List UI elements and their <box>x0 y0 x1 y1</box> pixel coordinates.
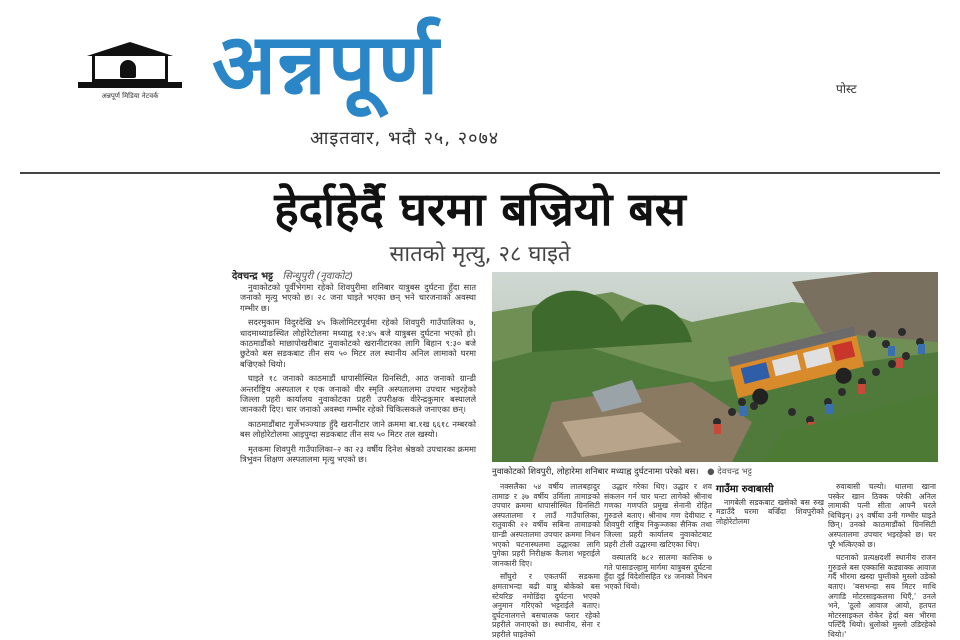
dateline: आइतवार, भदौ २५, २०७४ <box>310 128 500 149</box>
photo-caption <box>492 466 938 477</box>
paragraph: मृतकमा शिवपुरी गाउँपालिका–२ का २३ वर्षीय दिनेश श्रेष्ठको उपचारका क्रममा त्रिभुवन शिक्षण अस्पतालमा मृत्यु भएको छ। <box>240 443 476 465</box>
divider <box>20 172 940 174</box>
accident-photo <box>492 272 938 462</box>
byline <box>232 268 353 282</box>
subheadline: सातको मृत्यु, २८ घाइते <box>389 242 571 267</box>
byline-location: सिन्धुपुरी (नुवाकोट) <box>282 271 354 282</box>
article-column-5 <box>828 482 936 639</box>
logo-tagline: अन्नपूर्ण मिडिया नेटवर्क <box>101 92 159 100</box>
paragraph: नागबेली सडकबाट खसेको बस रुख मडाउँदै घरमा बज्रिँदा शिवपुरीको लोहोरेटोलमा <box>716 497 824 526</box>
article-column-4 <box>716 482 824 632</box>
headline: हेर्दाहेर्दै घरमा बज्रियो बस <box>274 182 686 236</box>
caption-text: नुवाकोटको शिवपुरी, लोहारेमा शनिबार मध्याह्न दुर्घटनामा परेको बस। <box>492 467 699 477</box>
byline-name: देवचन्द्र भट्ट <box>232 271 274 282</box>
article-column-1 <box>240 282 476 636</box>
paragraph: वस्यालदि ७८२ सालमा कात्तिक ७ गते पासाङल्हामु मार्गमा यात्रुबस दुर्घटना हुँदा दुई विदेशीसहित १४ जनाको निधन भएको थियो। <box>604 553 712 591</box>
photo-credit: ● देवचन्द्र भट्ट <box>707 467 752 477</box>
temple-logo <box>70 42 190 102</box>
paper-suffix: पोस्ट <box>836 82 857 96</box>
section-heading: गाउँमा रुवाबासी <box>716 484 774 495</box>
article-lower-columns <box>492 482 938 639</box>
paragraph: सदरमुकाम विदुरदेखि ४५ किलोमिटरपूर्वमा रहेको शिवपुरी गाउँपालिका ७, धादमाथ्याङस्थित लोहोरेटोलमा मध्याह्न १२:४५ बजे यात्रुबस दुर्घटना भएको हो। काठमाडौंको माछापोखरीबाट नुवाकोटको खरानीटारका लागि बिहान ९:३० बजे छुटेको बस सडकबाट तीन सय ५० मिटर तल स्थानीय अनिल लामाको घरमा बज्रिएको थियो। <box>240 317 476 369</box>
paragraph: उद्धार गरेका थिए। उद्धार र शव संकलन गर्न चार घन्टा लागेको श्रीनाथ गणका गणपति प्रमुख सेनानी रोहित गुरुङले बताए। श्रीनाथ गण देवीघाट र शिवपुरी राष्ट्रिय निकुञ्जका सैनिक तथा जिल्ला प्रहरी कार्यालय नुवाकोटबाट प्रहरी टोली उद्धारमा खटिएका थिए। <box>604 482 712 549</box>
paragraph: घटनाको प्रत्यक्षदर्शी स्थानीय राजन गुरुङले बस एक्कासि कड्याक्क आवाज गर्दै भीरमा खस्दा घुम्तीको मुस्लो उडेको बताए। 'बसभन्दा सय मिटर माथि अगाडि मोटरसाइकलमा थिएँ,' उनले भने, 'ठूलो आवाज आयो, हतपत मोटरसाइकल रोकेर हेर्दा बस भीरमा पल्टिँदै थियो। धुलोको मुस्लो उडिरहेको थियो।' <box>828 553 936 639</box>
paragraph: साँघुरो र एकतर्फी सडकमा क्षमताभन्दा बढी यात्रु बोकेको बस स्टेयरिङ नमोडिंदा दुर्घटना भएको अनुमान गरिएको भट्टराईले बताए। दुर्घटनालगत्ते बसचालक फरार रहेको प्रहरीले जनाएको छ। स्थानीय, सेना र प्रहरीले घाइतेको <box>492 572 600 639</box>
masthead <box>0 0 960 168</box>
article-column-2 <box>492 482 600 639</box>
paragraph: नुवाकोटको पूर्वीभेगमा रहेको शिवपुरीमा शनिबार यात्रुबस दुर्घटना हुँदा सात जनाको मृत्यु भएको छ। २८ जना घाइते भएका छन् भने चारजनाको अवस्था गम्भीर छ। <box>240 282 476 313</box>
article-column-3 <box>604 482 712 632</box>
paragraph: काठमाडौंबाट गुर्जेभञ्ज्याङ हुँदै खरानीटार जाने क्रममा बा.१ख ६६१८ नम्बरको बस लोहोरेटोलमा आइपुग्दा सडकबाट तीन सय ५० मिटर तल खस्यो। <box>240 418 476 440</box>
paper-name: अन्नपूर्ण <box>212 15 441 113</box>
paragraph: रुवाबासी चल्यो। थालमा खाना पस्केर खान ठिक्क परेकी अनिल लामाकी पत्नी सीता आफ्नै घरले थिचिइन्। ३९ वर्षीया उनी गम्भीर घाइते छिन्। उनको काठमाडौंको ग्रिनसिटी अस्पतालमा उपचार भइरहेको छ। घर पूरै भत्किएको छ। <box>828 482 936 549</box>
paragraph: घाइते १८ जनाको काठमाडौं धापासीस्थित ग्रिनसिटी, आठ जनाको ग्रान्डी अन्तर्राष्ट्रिय अस्पताल र एक जनाको वीर स्मृति अस्पतालमा उपचार भइरहेको जिल्ला प्रहरी कार्यालय नुवाकोटका प्रहरी उपरीक्षक वीरेन्द्रकुमार बस्यालले जानकारी दिए। चार जनाको अवस्था गम्भीर रहेको चिकित्सकले जनाएका छन्। <box>240 373 476 415</box>
paragraph: नक्सलैका ५४ वर्षीय लालबहादुर तामाङ र ३७ वर्षीय उर्मिला तामाङको उपचार क्रममा धापासीस्थित ग्रिनसिटी अस्पतालमा र लाउँ गाउँपालिका, रातुवाकी २२ वर्षीय सबिना तामाङको ग्रान्डी अस्पतालमा उपचार क्रममा निधन भएको घटनास्थलमा उद्धारका लागि पुगेका प्रहरी निरीक्षक कैलाश भट्टराईले जानकारी दिए। <box>492 482 600 568</box>
